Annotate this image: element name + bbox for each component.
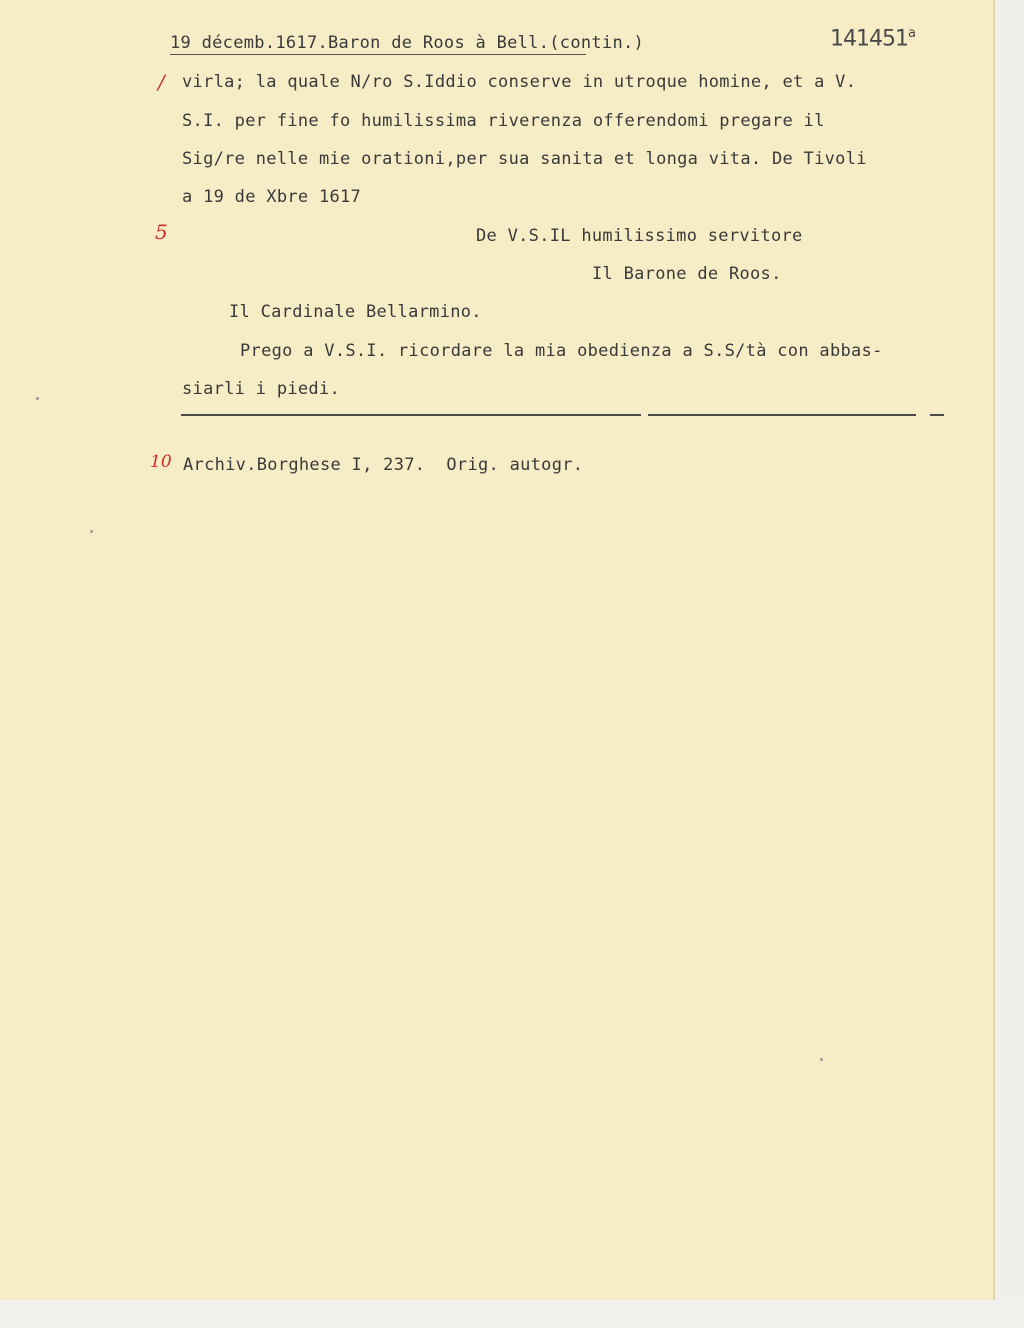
margin-number-5: 5 bbox=[155, 220, 168, 244]
folio-handwritten-prefix: 14 bbox=[830, 26, 856, 52]
letter-line-4: a 19 de Xbre 1617 bbox=[182, 187, 362, 207]
postscript-line-1: Prego a V.S.I. ricordare la mia obedienza a S.S/tà con abbas- bbox=[240, 341, 883, 361]
folio-number bbox=[830, 26, 915, 51]
margin-number-1: / bbox=[158, 70, 165, 94]
letter-closing: De V.S.IL humilissimo servitore bbox=[476, 226, 803, 246]
letter-line-3: Sig/re nelle mie orationi,per sua sanita et longa vita. De Tivoli bbox=[182, 149, 867, 169]
folio-suffix: a bbox=[908, 26, 915, 41]
header-underline bbox=[170, 54, 586, 55]
letter-line-1: virla; la quale N/ro S.Iddio conserve in utroque homine, et a V. bbox=[182, 72, 857, 92]
separator-rule bbox=[181, 414, 641, 416]
separator-rule-end bbox=[930, 414, 944, 416]
letter-addressee: Il Cardinale Bellarmino. bbox=[229, 302, 482, 322]
letter-line-2: S.I. per fine fo humilissima riverenza offerendomi pregare il bbox=[182, 111, 825, 131]
letter-signature: Il Barone de Roos. bbox=[592, 264, 782, 284]
margin-number-10: 10 bbox=[150, 452, 172, 472]
paper-speck bbox=[90, 530, 93, 533]
source-citation: Archiv.Borghese I, 237. Orig. autogr. bbox=[183, 455, 584, 475]
header-title: 19 décemb.1617.Baron de Roos à Bell.(contin.) bbox=[170, 33, 645, 53]
scan-background bbox=[0, 1300, 1024, 1328]
paper-speck bbox=[820, 1058, 823, 1061]
postscript-line-2: siarli i piedi. bbox=[182, 379, 341, 399]
paper-speck bbox=[36, 397, 39, 400]
separator-rule-segment bbox=[648, 414, 916, 416]
folio-typed: 1451 bbox=[856, 26, 908, 52]
